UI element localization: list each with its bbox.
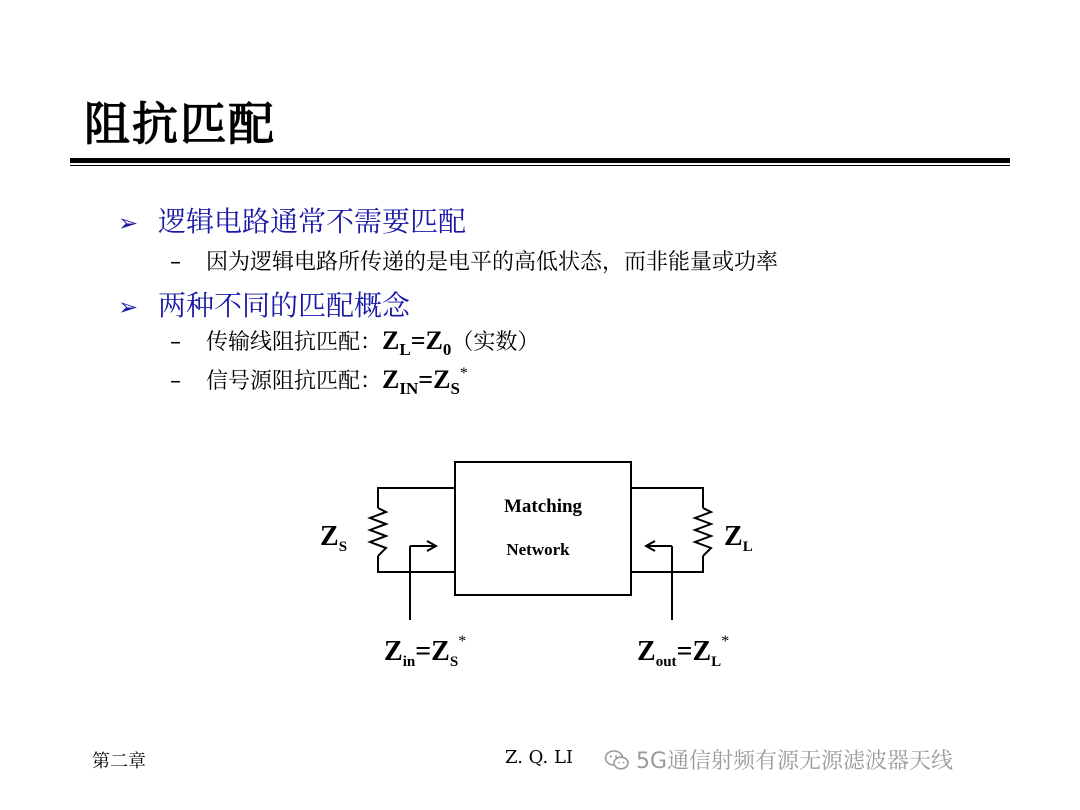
load-top-wire [631, 488, 703, 508]
load-bottom-wire [631, 556, 703, 572]
formula-zin-zs: $Z_{IN}=Z_S^*$ [382, 365, 468, 398]
formula-zl-z0: $Z_L=Z_0$ [382, 326, 452, 359]
box-label-line1: Matching [503, 496, 583, 517]
footer-chapter: 第二章 [92, 751, 146, 772]
arrow-bullet-icon: ➢ [118, 209, 139, 237]
source-resistor-icon [370, 508, 386, 556]
bullet-2-text: 两种不同的匹配概念 [158, 289, 411, 322]
load-resistor-icon [695, 508, 711, 556]
slide-title: 阻抗匹配 [84, 97, 276, 151]
box-label-line2: Network [506, 540, 570, 559]
dash-bullet-icon: – [170, 330, 181, 355]
zin-equation: $Z_{in}=Z_S^*$ [384, 633, 467, 670]
source-top-wire [378, 488, 455, 508]
source-bottom-wire [378, 556, 455, 572]
dash-bullet-icon: – [170, 369, 181, 394]
watermark [604, 744, 953, 775]
matching-network-box [455, 462, 631, 595]
sub-3-label: 信号源阻抗匹配： [206, 369, 383, 394]
sub-2-label: 传输线阻抗匹配： [206, 330, 383, 355]
sub-1-text: 因为逻辑电路所传递的是电平的高低状态，而非能量或功率 [206, 250, 779, 275]
zs-label: $Z_S$ [320, 521, 348, 555]
footer-author: Z. Q. LI [505, 747, 574, 768]
bullet-1-text: 逻辑电路通常不需要匹配 [158, 205, 467, 238]
arrow-bullet-icon: ➢ [118, 293, 139, 321]
watermark-text: 5G通信射频有源无源滤波器天线 [636, 749, 954, 774]
dash-bullet-icon: – [170, 250, 181, 275]
zl-label: $Z_L$ [724, 521, 753, 555]
zout-equation: $Z_{out}=Z_L^*$ [637, 633, 730, 670]
wechat-icon [604, 747, 630, 773]
sub-2-suffix: （实数） [451, 330, 540, 355]
